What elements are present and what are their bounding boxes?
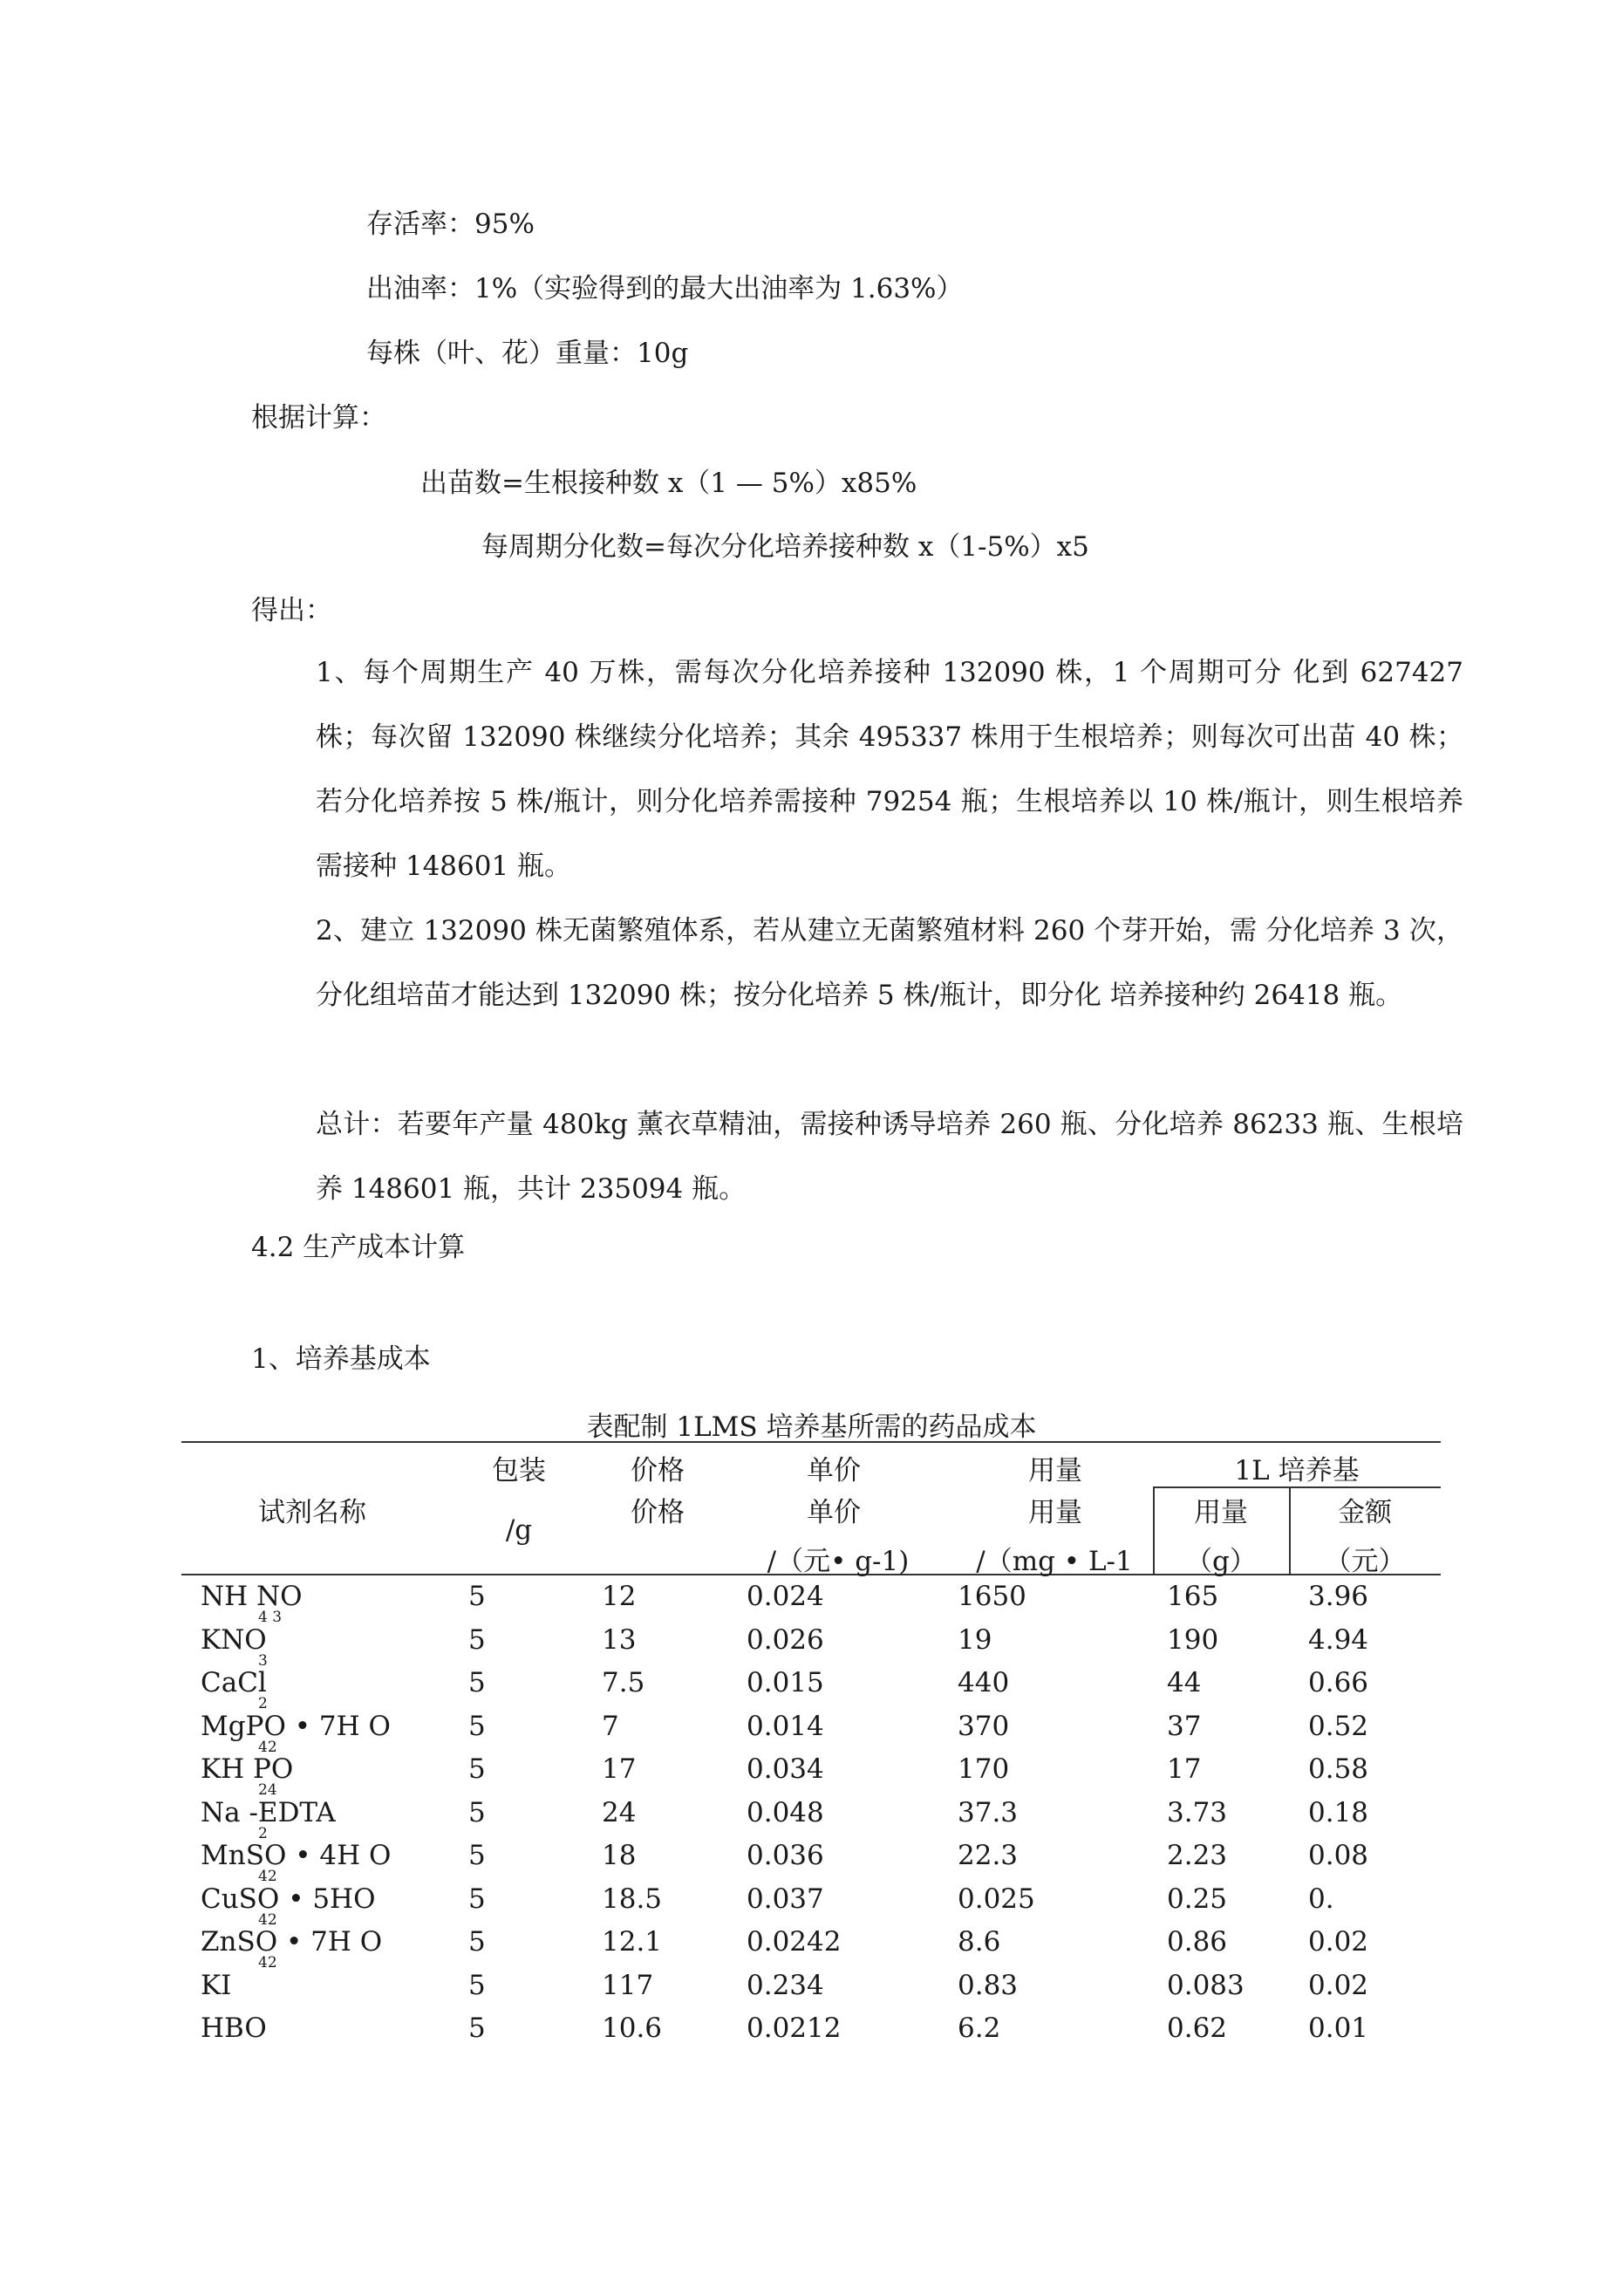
header-price-2: 价格 <box>631 1497 685 1528</box>
cell-price: 7.5 <box>602 1667 645 1698</box>
cell-subscript: 2 <box>258 1824 268 1842</box>
cell-package: 5 <box>468 1926 486 1958</box>
subsection-heading: 1、培养基成本 <box>251 1343 431 1375</box>
header-sub-amount: 金额 <box>1338 1497 1392 1528</box>
header-unit-price: 单价 <box>807 1455 861 1486</box>
cell-dosage: 1650 <box>958 1581 1026 1612</box>
cell-package: 5 <box>468 1883 486 1915</box>
cell-price: 17 <box>602 1753 637 1785</box>
cell-dosage: 440 <box>958 1667 1010 1698</box>
cell-package: 5 <box>468 1710 486 1742</box>
cell-dosage: 37.3 <box>958 1796 1019 1828</box>
cell-amount: 0.01 <box>1308 2012 1369 2044</box>
survival-rate-line: 存活率：95% <box>366 208 535 240</box>
cell-unit-price: 0.0212 <box>747 2012 842 2044</box>
cell-price: 117 <box>602 1969 654 2001</box>
cell-subscript: 42 <box>258 1868 277 1885</box>
formula-differentiation: 每周期分化数=每次分化培养接种数 x（1-5%）x5 <box>481 531 1089 563</box>
cell-unit-price: 0.034 <box>747 1753 824 1785</box>
header-price: 价格 <box>631 1455 685 1486</box>
cell-unit-price: 0.036 <box>747 1840 824 1871</box>
cell-reagent-name: MnSO • 4H O <box>201 1840 392 1871</box>
cell-reagent-name: KH PO <box>201 1753 294 1785</box>
cell-unit-price: 0.015 <box>747 1667 824 1698</box>
cell-unit-price: 0.234 <box>747 1969 824 2001</box>
cell-subscript: 2 <box>258 1695 268 1712</box>
cell-dosage-g: 17 <box>1167 1753 1202 1785</box>
basis-label: 根据计算： <box>251 402 386 434</box>
cell-subscript: 4 3 <box>258 1609 283 1626</box>
cell-dosage-g: 0.25 <box>1167 1883 1228 1915</box>
cell-dosage: 370 <box>958 1710 1010 1742</box>
cell-dosage-g: 44 <box>1167 1667 1202 1698</box>
cell-subscript: 42 <box>258 1954 277 1971</box>
cell-dosage-g: 37 <box>1167 1710 1202 1742</box>
cell-subscript: 42 <box>258 1910 277 1929</box>
cell-package: 5 <box>468 1796 486 1828</box>
header-package-unit: /g <box>505 1514 533 1546</box>
cell-dosage-g: 0.86 <box>1167 1926 1228 1958</box>
cell-unit-price: 0.048 <box>747 1796 824 1828</box>
cell-unit-price: 0.0242 <box>747 1926 842 1958</box>
cell-reagent-name: NH NO <box>201 1581 303 1612</box>
cell-amount: 0.52 <box>1308 1710 1369 1742</box>
cell-unit-price: 0.014 <box>747 1710 824 1742</box>
cell-price: 24 <box>602 1796 637 1828</box>
cell-reagent-name: CuSO • 5HO <box>201 1883 376 1915</box>
cell-unit-price: 0.026 <box>747 1623 824 1656</box>
cell-amount: 0.02 <box>1308 1969 1369 2001</box>
cell-package: 5 <box>468 1840 486 1871</box>
cell-package: 5 <box>468 1623 486 1656</box>
cell-dosage-g: 0.62 <box>1167 2012 1228 2044</box>
cell-package: 5 <box>468 1581 486 1612</box>
header-dosage-unit: /（mg • L-1 <box>976 1546 1133 1577</box>
cell-dosage: 19 <box>958 1623 992 1656</box>
cell-dosage-g: 165 <box>1167 1581 1219 1612</box>
cell-dosage: 0.83 <box>958 1969 1019 2001</box>
paragraph-cycle-production: 1、每个周期生产 40 万株，需每次分化培养接种 132090 株，1 个周期可分 化到 627427 株；每次留 132090 株继续分化培养；其余 495337 株用于生根培养；则每次可出苗 40 株；若分化培养按 5 株/瓶计，则分化培养需接种 79254 瓶；生根培养以 10 株/瓶计，则生根培养需接种 148601 瓶。 <box>316 657 1463 882</box>
result-label: 得出： <box>251 595 332 626</box>
cell-price: 12.1 <box>602 1926 663 1958</box>
cell-reagent-name: Na -EDTA <box>201 1796 336 1828</box>
cell-reagent-name: KI <box>201 1969 232 2001</box>
cell-reagent-name: CaCl <box>201 1667 267 1698</box>
cell-price: 18.5 <box>602 1883 663 1915</box>
header-sub-amount-unit: （元） <box>1324 1546 1406 1577</box>
table-top-rule <box>181 1441 1441 1443</box>
cell-dosage-g: 2.23 <box>1167 1840 1228 1871</box>
header-dosage: 用量 <box>1028 1455 1082 1486</box>
cell-package: 5 <box>468 1667 486 1698</box>
cell-reagent-name: KNO <box>201 1623 267 1656</box>
header-1l-medium: 1L 培养基 <box>1234 1455 1360 1486</box>
cell-reagent-name: HBO <box>201 2012 267 2044</box>
header-reagent-name: 试剂名称 <box>258 1497 366 1528</box>
cell-dosage: 6.2 <box>958 2012 1001 2044</box>
cell-price: 12 <box>602 1581 637 1612</box>
cell-reagent-name: MgPO • 7H O <box>201 1710 391 1742</box>
cell-dosage: 170 <box>958 1753 1010 1785</box>
header-unit-price-unit: /（元• g-1) <box>767 1546 910 1577</box>
cell-unit-price: 0.024 <box>747 1581 824 1612</box>
cell-price: 7 <box>602 1710 619 1742</box>
paragraph-total: 总计：若要年产量 480kg 薰衣草精油，需接种诱导培养 260 瓶、分化培养 86233 瓶、生根培养 148601 瓶，共计 235094 瓶。 <box>316 1109 1463 1205</box>
cell-amount: 0.66 <box>1308 1667 1369 1698</box>
cell-dosage-g: 190 <box>1167 1623 1219 1656</box>
cell-dosage-g: 0.083 <box>1167 1969 1245 2001</box>
cell-subscript: 24 <box>258 1781 277 1799</box>
cell-amount: 0. <box>1308 1883 1334 1915</box>
cell-package: 5 <box>468 2012 486 2044</box>
oil-yield-line: 出油率：1%（实验得到的最大出油率为 1.63%） <box>366 273 964 304</box>
formula-seedlings: 出苗数=生根接种数 x（1 — 5%）x85% <box>420 468 917 499</box>
cell-price: 13 <box>602 1623 637 1656</box>
cell-amount: 4.94 <box>1308 1623 1369 1656</box>
cell-dosage-g: 3.73 <box>1167 1796 1228 1828</box>
header-sub-dosage-unit: （g） <box>1185 1546 1257 1577</box>
header-dosage-2: 用量 <box>1028 1497 1082 1528</box>
table-caption: 表配制 1LMS 培养基所需的药品成本 <box>586 1411 1037 1443</box>
header-package: 包装 <box>492 1455 546 1486</box>
cell-amount: 0.02 <box>1308 1926 1369 1958</box>
section-heading: 4.2 生产成本计算 <box>251 1232 466 1263</box>
cell-reagent-name: ZnSO • 7H O <box>201 1926 383 1958</box>
cell-dosage: 22.3 <box>958 1840 1019 1871</box>
cell-package: 5 <box>468 1753 486 1785</box>
cell-amount: 3.96 <box>1308 1581 1369 1612</box>
cell-amount: 0.08 <box>1308 1840 1369 1871</box>
cell-subscript: 42 <box>258 1738 277 1756</box>
cell-amount: 0.58 <box>1308 1753 1369 1785</box>
cell-dosage: 0.025 <box>958 1883 1035 1915</box>
cell-price: 18 <box>602 1840 637 1871</box>
header-unit-price-2: 单价 <box>807 1497 861 1528</box>
cell-unit-price: 0.037 <box>747 1883 824 1915</box>
header-sub-dosage: 用量 <box>1194 1497 1248 1528</box>
cell-amount: 0.18 <box>1308 1796 1369 1828</box>
cell-price: 10.6 <box>602 2012 663 2044</box>
cell-package: 5 <box>468 1969 486 2001</box>
cell-subscript: 3 <box>258 1651 268 1670</box>
cell-dosage: 8.6 <box>958 1926 1001 1958</box>
weight-per-plant-line: 每株（叶、花）重量：10g <box>366 338 689 369</box>
paragraph-aseptic-system: 2、建立 132090 株无菌繁殖体系，若从建立无菌繁殖材料 260 个芽开始，需 分化培养 3 次，分化组培苗才能达到 132090 株；按分化培养 5 株/瓶计，即分化 培养接种约 26418 瓶。 <box>316 915 1463 1011</box>
